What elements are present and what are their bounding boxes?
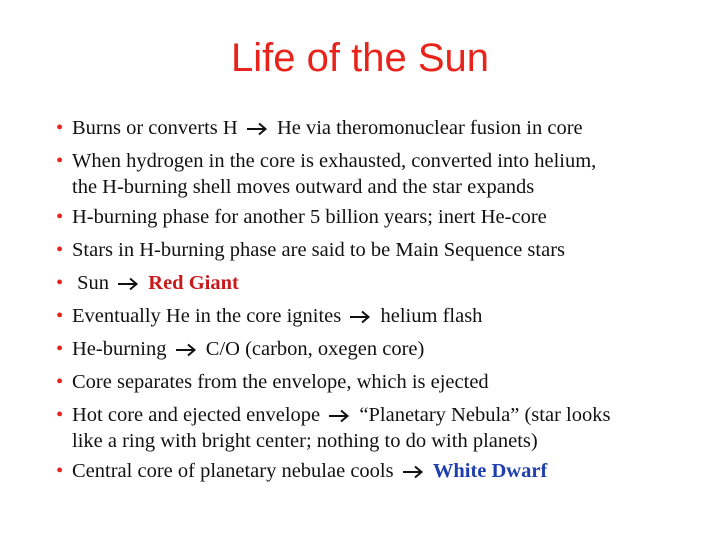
bullet-dot: • [56, 239, 64, 261]
bullet-item [56, 333, 706, 366]
right-arrow-icon [349, 310, 371, 324]
bullet-text: He via theromonuclear fusion in core [276, 117, 583, 139]
right-arrow-icon [246, 122, 268, 136]
bullet-dot: • [56, 206, 64, 228]
bullet-dot: • [56, 460, 64, 482]
bullet-text: “Planetary Nebula” (star looks [359, 404, 611, 426]
right-arrow-icon [117, 277, 139, 291]
right-arrow-icon [328, 409, 350, 423]
bullet-continuation: the H-burning shell moves outward and the star expands [72, 176, 535, 198]
bullet-text: C/O (carbon, oxegen core) [205, 338, 425, 360]
white-dwarf-highlight: White Dwarf [432, 460, 548, 482]
bullet-dot: • [56, 305, 64, 327]
bullet-item [56, 455, 706, 488]
bullet-item [56, 300, 706, 333]
bullet-item [56, 145, 706, 201]
bullet-text: H-burning phase for another 5 billion years; inert He-core [72, 206, 547, 228]
bullet-text: He-burning [72, 338, 167, 360]
bullet-text: Sun [77, 272, 110, 294]
bullet-dot: • [56, 404, 64, 426]
bullet-item [56, 267, 706, 300]
bullet-item [56, 112, 706, 145]
bullet-text: Stars in H-burning phase are said to be Main Sequence stars [72, 239, 566, 261]
bullet-text: Burns or converts H [72, 117, 238, 139]
bullet-item [56, 366, 706, 399]
red-giant-highlight: Red Giant [148, 272, 239, 294]
bullet-item [56, 234, 706, 267]
bullet-item [56, 201, 706, 234]
bullet-text: When hydrogen in the core is exhausted, converted into helium, [72, 150, 597, 172]
right-arrow-icon [402, 465, 424, 479]
bullet-text: Eventually He in the core ignites [72, 305, 342, 327]
bullet-item [56, 399, 706, 455]
bullet-dot: • [56, 272, 64, 294]
bullet-dot: • [56, 117, 64, 139]
bullet-dot: • [56, 371, 64, 393]
bullet-continuation: like a ring with bright center; nothing to do with planets) [72, 430, 538, 452]
bullet-dot: • [56, 338, 64, 360]
bullet-text: Central core of planetary nebulae cools [72, 460, 394, 482]
bullet-list [56, 112, 706, 488]
slide-title: Life of the Sun [231, 36, 489, 80]
bullet-text: Hot core and ejected envelope [72, 404, 321, 426]
bullet-dot: • [56, 150, 64, 172]
right-arrow-icon [175, 343, 197, 357]
bullet-text: helium flash [380, 305, 483, 327]
bullet-text: Core separates from the envelope, which is ejected [72, 371, 489, 393]
